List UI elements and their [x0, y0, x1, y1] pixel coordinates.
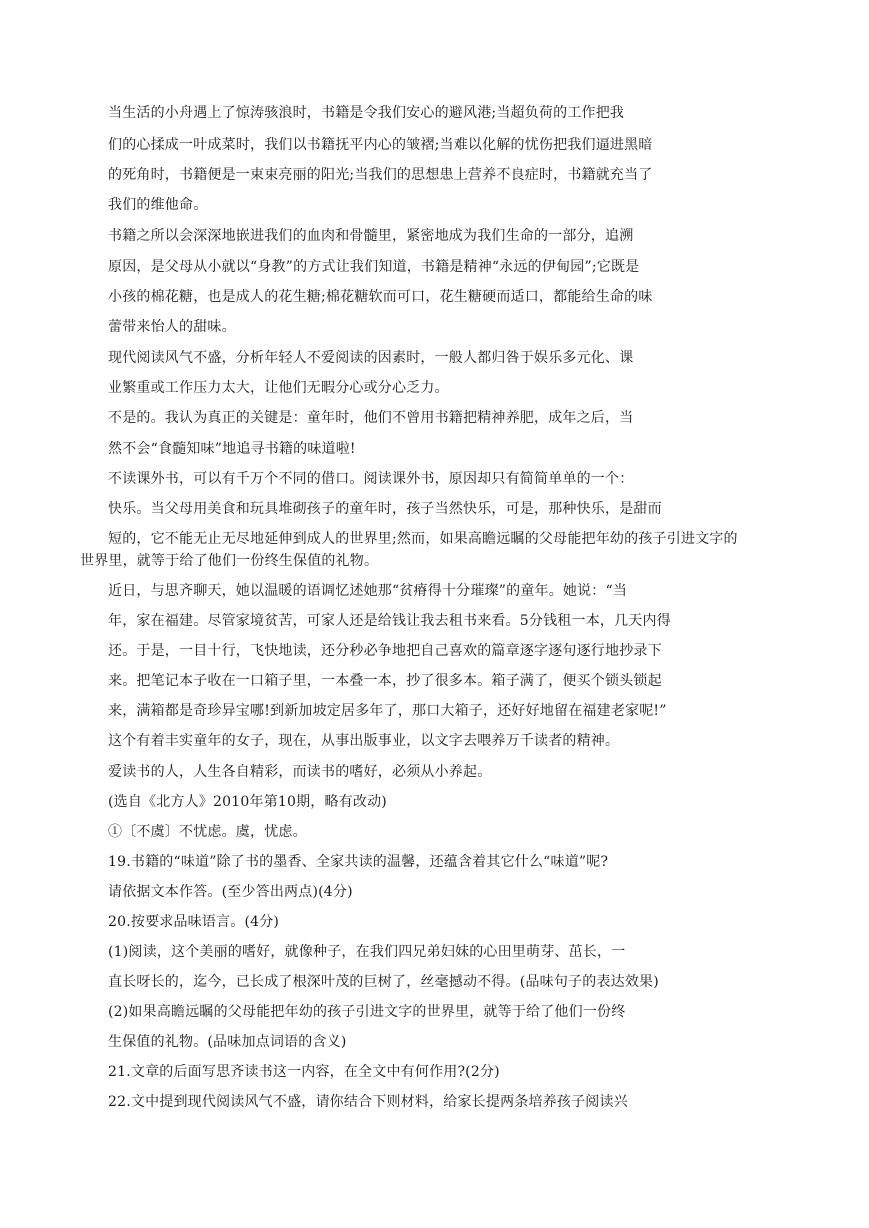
- text-line-8: 蕾带来怡人的甜味。: [108, 319, 236, 335]
- question-19: 19.书籍的“味道”除了书的墨香、全家共读的温馨，还蕴含着其它什么“味道”呢?: [108, 854, 609, 870]
- text-line-19: 还。于是，一目十行，飞快地读，还分秒必争地把自己喜欢的篇章逐字逐句逐行地抄录下: [108, 643, 662, 659]
- question-20-item-1-cont: 直长呀长的，迄今，已长成了根深叶茂的巨树了，丝毫撼动不得。(品味句子的表达效果): [108, 974, 659, 990]
- text-line-2: 们的心揉成一叶成菜时，我们以书籍抚平内心的皱褶;当难以化解的忧伤把我们逼进黑暗: [108, 137, 653, 153]
- text-line-22: 这个有着丰实童年的女子，现在，从事出版事业，以文字去喂养万千读者的精神。: [108, 733, 620, 749]
- question-20-item-1: (1)阅读，这个美丽的嗜好，就像种子，在我们四兄弟妇妹的心田里萌芽、茁长，一: [108, 944, 626, 960]
- question-20-item-2-cont: 生保值的礼物。(品味加点词语的含义): [108, 1034, 347, 1050]
- question-20-item-2: (2)如果高瞻远瞩的父母能把年幼的孩子引进文字的世界里，就等于给了他们一份终: [108, 1004, 626, 1020]
- text-line-6: 原因，是父母从小就以“身教”的方式让我们知道，书籍是精神“永远的伊甸园”;它既是: [108, 259, 640, 275]
- text-line-4: 我们的维他命。: [108, 197, 208, 213]
- text-line-15: 短的，它不能无止无尽地延伸到成人的世界里;然而，如果高瞻远瞩的父母能把年幼的孩子引进文字的: [108, 531, 738, 547]
- text-line-9: 现代阅读风气不盛，分析年轻人不爱阅读的因素时，一般人都归咎于娱乐多元化、课: [108, 350, 634, 366]
- text-line-5: 书籍之所以会深深地嵌进我们的血肉和骨髓里，紧密地成为我们生命的一部分，追溯: [108, 228, 634, 244]
- text-line-12: 然不会“食髓知味”地追寻书籍的味道啦!: [108, 441, 356, 457]
- text-line-1: 当生活的小舟遇上了惊涛骇浪时，书籍是令我们安心的避风港;当超负荷的工作把我: [108, 105, 625, 121]
- question-22: 22.文中提到现代阅读风气不盛，请你结合下则材料，给家长提两条培养孩子阅读兴: [108, 1094, 628, 1110]
- text-line-23: 爱读书的人，人生各自精彩，而读书的嗜好，必须从小养起。: [108, 764, 492, 780]
- text-line-18: 年，家在福建。尽管家境贫苦，可家人还是给钱让我去租书来看。5分钱租一本，几天内得: [108, 613, 671, 629]
- text-line-20: 来。把笔记本子收在一口箱子里，一本叠一本，抄了很多本。箱子满了，便买个锁头锁起: [108, 673, 662, 689]
- text-line-3: 的死角时，书籍便是一束束亮丽的阳光;当我们的思想患上营养不良症时，书籍就充当了: [108, 167, 653, 183]
- text-line-21: 来，满箱都是奇珍异宝哪!到新加坡定居多年了，那口大箱子，还好好地留在福建老家呢!”: [108, 703, 667, 719]
- text-line-13: 不读课外书，可以有千万个不同的借口。阅读课外书，原因却只有简简单单的一个：: [108, 471, 634, 487]
- footnote: ①〔不虞〕不忧虑。虞，忧虑。: [108, 824, 307, 840]
- question-19-instruction: 请依据文本作答。(至少答出两点)(4分): [108, 884, 353, 900]
- question-20: 20.按要求品味语言。(4分): [108, 914, 280, 930]
- text-line-14: 快乐。当父母用美食和玩具堆砌孩子的童年时，孩子当然快乐，可是，那种快乐，是甜而: [108, 501, 662, 517]
- text-line-10: 业繁重或工作压力太大，让他们无暇分心或分心乏力。: [108, 380, 449, 396]
- question-21: 21.文章的后面写思齐读书这一内容，在全文中有何作用?(2分): [108, 1064, 500, 1080]
- text-line-16: 世界里，就等于给了他们一份终生保值的礼物。: [80, 553, 379, 569]
- text-line-17: 近日，与思齐聊天，她以温暖的语调忆述她那“贫瘠得十分璀璨”的童年。她说：“当: [108, 583, 628, 599]
- text-line-7: 小孩的棉花糖，也是成人的花生糖;棉花糖软而可口，花生糖硬而适口，都能给生命的味: [108, 289, 653, 305]
- source-citation: (选自《北方人》2010年第10期，略有改动): [108, 794, 387, 810]
- text-line-11: 不是的。我认为真正的关键是：童年时，他们不曾用书籍把精神养肥，成年之后，当: [108, 410, 634, 426]
